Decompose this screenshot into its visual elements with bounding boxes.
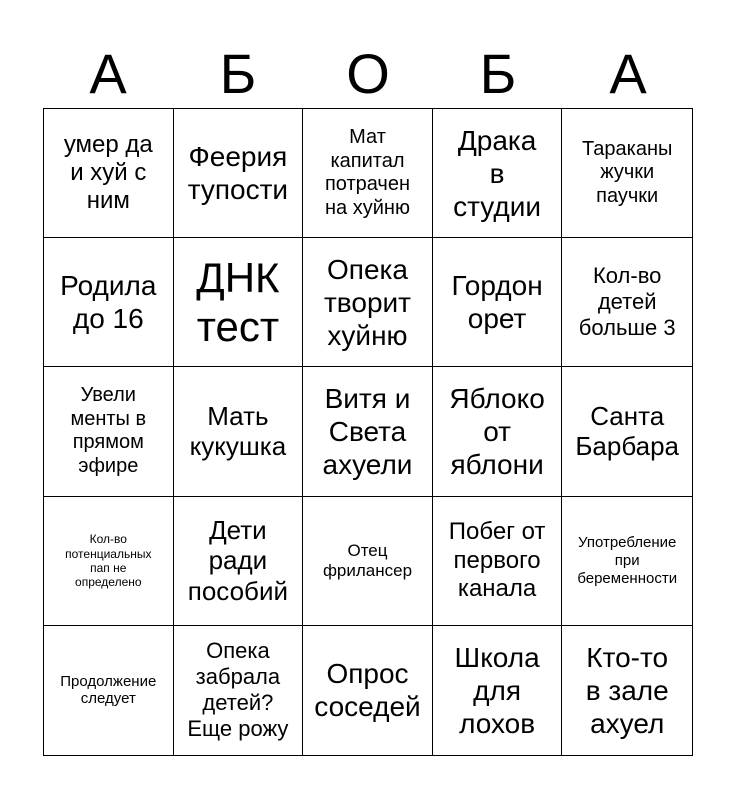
- bingo-cell-label: Школа для лохов: [454, 641, 540, 739]
- bingo-cell-label: Кол-во детей больше 3: [578, 263, 676, 341]
- bingo-cell-label: Употребление при беременности: [577, 534, 678, 587]
- header-letter-1: А: [89, 42, 127, 105]
- bingo-cell-r3c5[interactable]: [562, 367, 692, 496]
- bingo-cell-r1c1[interactable]: [44, 109, 174, 238]
- bingo-cell-label: Гордон орет: [451, 270, 543, 335]
- bingo-cell-label: Санта Барбара: [575, 400, 680, 462]
- bingo-cell-r4c3[interactable]: [303, 497, 433, 626]
- bingo-cell-r2c1[interactable]: [44, 238, 174, 367]
- bingo-cell-r2c2[interactable]: [174, 238, 304, 367]
- bingo-cell-label: Увели менты в прямом эфире: [70, 384, 147, 478]
- bingo-board: [43, 108, 693, 756]
- bingo-cell-label: Яблоко от яблони: [449, 382, 545, 480]
- bingo-cell-r1c4[interactable]: [433, 109, 563, 238]
- bingo-cell-label: Дети ради пособий: [187, 514, 288, 607]
- bingo-cell-label: Феерия тупости: [187, 141, 289, 206]
- bingo-cell-r5c2[interactable]: [174, 626, 304, 755]
- bingo-cell-r3c2[interactable]: [174, 367, 304, 496]
- bingo-header: [43, 40, 693, 108]
- bingo-cell-r1c3[interactable]: [303, 109, 433, 238]
- bingo-cell-r5c5[interactable]: [562, 626, 692, 755]
- bingo-cell-r3c4[interactable]: [433, 367, 563, 496]
- bingo-cell-r1c5[interactable]: [562, 109, 692, 238]
- header-letter-3: О: [346, 42, 390, 105]
- bingo-cell-r5c3[interactable]: [303, 626, 433, 755]
- bingo-cell-r1c2[interactable]: [174, 109, 304, 238]
- bingo-cell-r5c4[interactable]: [433, 626, 563, 755]
- bingo-cell-label: Кол-во потенциальных пап не определено: [65, 532, 152, 589]
- bingo-cell-label: Мать кукушка: [189, 400, 287, 462]
- bingo-cell-r5c1[interactable]: [44, 626, 174, 755]
- bingo-cell-r4c5[interactable]: [562, 497, 692, 626]
- bingo-cell-r2c4[interactable]: [433, 238, 563, 367]
- bingo-cell-r4c1[interactable]: [44, 497, 174, 626]
- bingo-cell-label: Родила до 16: [60, 270, 157, 335]
- bingo-cell-r2c3[interactable]: [303, 238, 433, 367]
- bingo-cell-label: Витя и Света ахуели: [322, 382, 413, 480]
- bingo-cell-label: Кто-то в зале ахуел: [585, 641, 669, 739]
- bingo-cell-r2c5[interactable]: [562, 238, 692, 367]
- bingo-cell-r4c2[interactable]: [174, 497, 304, 626]
- bingo-cell-label: ДНК тест: [196, 253, 280, 351]
- header-letter-2: Б: [219, 42, 257, 105]
- bingo-cell-label: Тараканы жучки паучки: [581, 137, 673, 207]
- bingo-cell-label: Побег от первого канала: [448, 518, 546, 602]
- bingo-cell-label: умер да и хуй с ним: [63, 130, 153, 215]
- bingo-cell-label: Продолжение следует: [60, 672, 157, 708]
- bingo-cell-label: Мат капитал потрачен на хуйню: [324, 125, 411, 219]
- bingo-cell-r4c4[interactable]: [433, 497, 563, 626]
- bingo-cell-label: Отец фрилансер: [322, 540, 413, 580]
- bingo-cell-label: Опека творит хуйню: [323, 253, 411, 351]
- bingo-cell-label: Опрос соседей: [314, 658, 421, 723]
- bingo-cell-r3c3[interactable]: [303, 367, 433, 496]
- header-letter-5: А: [609, 42, 647, 105]
- bingo-cell-label: Драка в студии: [453, 124, 541, 222]
- header-letter-4: Б: [479, 42, 517, 105]
- bingo-cell-label: Опека забрала детей? Еще рожу: [187, 638, 289, 742]
- bingo-cell-r3c1[interactable]: [44, 367, 174, 496]
